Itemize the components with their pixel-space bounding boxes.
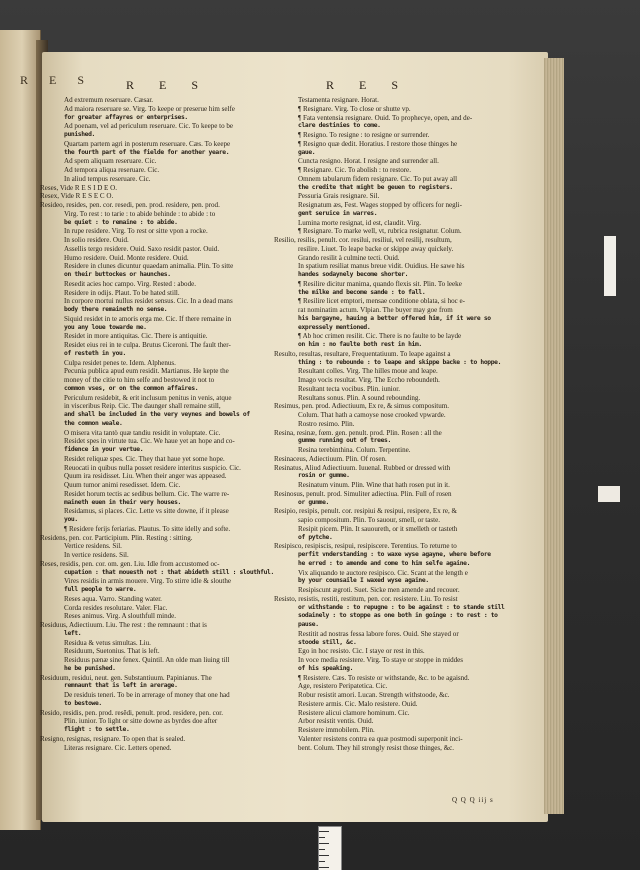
text-line: he erred : to amende and come to him selfe againe. (298, 559, 471, 567)
text-line: Siquid residet in te amoris erga me. Cic. If there remaine in (64, 314, 232, 323)
text-line: Resido, residis, pen. prod. resēdi, penult. prod. residere, pen. cor. (40, 708, 223, 717)
text-line: Residuus pænæ sine fenex. Quintil. An olde man liuing till (64, 656, 230, 664)
text-line: Robur resistit amori. Lucan. Strength withstoode, &c. (298, 691, 450, 699)
text-line: Resultans sonus. Plin. A sound rebounding. (298, 393, 421, 402)
text-line: the milke and become sande : to fall. (298, 288, 426, 296)
text-line: full people to warre. (64, 586, 137, 593)
text-line: to bestowe. (64, 699, 102, 707)
signature-mark: Q Q Q iij s (452, 796, 494, 804)
text-line: gumme running out of trees. (298, 437, 391, 445)
text-line: be quiet : to remaine : to abide. (64, 218, 178, 226)
text-line: Residet horum tectis ac sedibus bellum. Cic. The warre re- (64, 489, 230, 498)
text-line: punished. (64, 131, 95, 138)
text-line: the common weale. (64, 419, 123, 427)
text-line: money of the citie to him selfe and bestowed it not to (64, 376, 215, 384)
text-line: fidence in your vertue. (64, 446, 144, 453)
text-line: Residuum, Suetonius. That is left. (64, 647, 160, 656)
text-line: Arbor resistit ventis. Ouid. (298, 717, 374, 726)
text-line: Resinatus, Aliud Adiectiuum. Iuuenal. Rubbed or dressed with (274, 463, 451, 472)
text-line: In solio residere. Ouid. (64, 236, 129, 244)
text-line: of resteth in you. (64, 349, 126, 357)
text-line: or gumme. (298, 498, 329, 506)
right-text-column (274, 96, 544, 752)
text-line: Vertice residens. Sil. (64, 542, 122, 551)
text-line: Omnem tabularum fidem resignare. Cic. To put away all (298, 174, 458, 183)
text-line: Reses animus. Virg. A slouthfull minde. (64, 612, 177, 621)
text-line: Resisto, resistis, restiti, restitum, pen. cor. resistere. Liu. To resist (274, 594, 458, 603)
text-line: flight : to settle. (64, 726, 130, 733)
running-head-right: R E S (326, 78, 410, 92)
text-line: you. (64, 516, 78, 523)
text-line: Resipisco, resipiscis, resipui, resipiscere. Terentius. To returne to (274, 542, 457, 551)
text-line: In spatium resiliat manus breue vidit. Ouidius. He sawe his (298, 262, 465, 271)
text-line: Virg. To rest : to tarie : to abide behinde : to abide : to (64, 209, 216, 218)
text-line: rat nominatim actum. Vlpian. The buyer may goe from (298, 306, 453, 314)
text-line: gaue. (298, 148, 316, 156)
text-line: In corpore mortui nullus residet sensus. Cic. In a dead mans (64, 297, 233, 306)
text-line: Ad poenam, vel ad periculum reseruare. Cic. To keepe to be (64, 122, 234, 131)
text-line: Ad tempora aliqua reseruare. Cic. (64, 166, 160, 174)
text-line: or withstande : to repugne : to be against : to stande still (298, 603, 505, 611)
text-line: Pecunia publica apud eum residit. Martianus. He kepte the (64, 367, 229, 376)
text-line: Pessuria Grais resignare. Sil. (298, 192, 380, 201)
left-page-edge (0, 30, 41, 830)
text-line: Plin. iunior. To light or sitte downe as byrdes doe after (64, 717, 218, 726)
left-page-running-head: R E S (20, 73, 94, 87)
text-line: Periculum residebit, & erit inclusum penitus in venis, atque (64, 393, 232, 402)
text-line: ¶ Resignare. Cic. To abolish : to restore. (298, 166, 411, 174)
text-line: Lumina morte resignat, id est, claudit. Virg. (298, 218, 422, 227)
running-head-left: R E S (126, 78, 210, 92)
text-line: Resistere armis. Cic. Malo resistere. Ouid. (298, 699, 418, 708)
text-line: De residuis teneri. To be in arrerage of money that one had (64, 691, 230, 699)
text-line: by your counsaile I waxed wyse againe. (298, 577, 429, 585)
text-line: Resigno, resignas, resignare. To open that is sealed. (40, 734, 186, 743)
text-line: Reses aqua. Varro. Standing water. (64, 594, 162, 603)
text-line: ¶ Resignare. To marke well, vt, rubrica resignatur. Colum. (298, 227, 462, 236)
text-line: Reuocati in quibus nulla posset residere interitus suspicio. Cic. (64, 463, 241, 472)
text-line: Literas resignare. Cic. Letters opened. (64, 743, 172, 752)
text-line: Quartam partem agri in posterum reseruare. Cæs. To keepe (64, 139, 231, 148)
text-line: Residuus, Adiectiuum. Liu. The rest : the remnaunt : that is (40, 621, 207, 629)
text-line: Colum. That hath a camoyse nose crooked vpwarde. (298, 411, 446, 419)
text-line: cupation : that mouesth not : that abideth still : slouthful. (64, 568, 274, 576)
text-line: Ad extremum reseruare. Cæsar. (64, 96, 154, 104)
text-line: Resina, resinæ, fœm. gen. penult. prod. Plin. Rosen : all the (274, 428, 442, 437)
text-line: Residere in odijs. Plaut. To be hated still. (64, 288, 180, 297)
text-line: expressely mentioned. (298, 323, 371, 331)
text-line: Rostro resimo. Plin. (298, 419, 355, 428)
text-line: Residet reliquæ spes. Cic. They that haue yet some hope. (64, 454, 225, 463)
text-line: pause. (298, 621, 319, 628)
text-line: and shall be included in the very veynes and bowels of (64, 411, 250, 418)
text-line: Testamenta resignare. Horat. (298, 96, 379, 104)
text-line: In voce media resistere. Virg. To staye or stoppe in middes (298, 656, 464, 664)
text-line: sapio compositum. Plin. To sauour, smell, or taste. (298, 516, 440, 524)
scale-card-small (598, 486, 620, 502)
text-line: Valenter resistens contra ea quæ postmodi superponit inci- (298, 734, 463, 743)
text-line: In rupe residere. Virg. To rest or sitte vpon a rocke. (64, 227, 208, 236)
text-line: Resistere immobilem. Plin. (298, 726, 375, 734)
text-line: Ego in hoc resisto. Cic. I staye or rest in this. (298, 647, 425, 656)
text-line: Residere in clunes dicuntur quaedam animalia. Plin. To sitte (64, 262, 234, 271)
page-fore-edge (544, 58, 564, 814)
text-line: Resipio, resipis, penult. cor. resipiui & resipui, resipere, Ex re, & (274, 507, 457, 516)
text-line: Resideo, resides, pen. cor. resedi, pen. prod. residere, pen. prod. (40, 201, 220, 209)
text-line: Resimus, pen. prod. Adiectiuum, Ex re, & simus compositum. (274, 402, 449, 411)
text-line: for greater affayres or enterprises. (64, 113, 188, 121)
text-line: Ad spem aliquam reseruare. Cic. (64, 157, 157, 166)
left-text-column (40, 96, 286, 752)
text-line: Cuncta resigno. Horat. I resigne and surrender all. (298, 157, 439, 166)
text-line: bent. Colum. They hil strongly resist those thinges, &c. (298, 743, 455, 752)
text-line: Imago vocis resultat. Virg. The Eccho reboundeth. (298, 376, 440, 384)
text-line: in visceribus Reip. Cic. The daunger shall remaine still, (64, 402, 221, 411)
text-line: the fourth part of the fielde for another yeare. (64, 148, 230, 156)
text-line: his bargayne, hauing a better offered him, if it were so (298, 314, 491, 322)
text-line: left. (64, 629, 82, 637)
text-line: the credite that might be geuen to registers. (298, 183, 453, 191)
text-line: Reses, Vide R E S I D E O. (40, 183, 117, 192)
text-line: rosin or gumme. (298, 472, 350, 480)
text-line: Corda resides resolutare. Valer. Flac. (64, 603, 168, 612)
text-line: Resulto, resultas, resultare, Frequentatiuum. To leape against a (274, 349, 451, 358)
text-line: Reses, residis, pen. cor. om. gen. Liu. Idle from accustomed oc- (40, 559, 220, 568)
text-line: Resipit picem. Plin. It sauoureth, or it smelleth or tasteth (298, 524, 458, 533)
text-line: ¶ Resignare. Virg. To close or shutte vp. (298, 104, 411, 113)
text-line: on him : no faulte both rest in him. (298, 341, 422, 348)
text-line: Ad maiora reseruare se. Virg. To keepe or preserue him selfe (64, 104, 235, 113)
text-line: Resignatum æs, Fest. Wages stopped by officers for negli- (298, 201, 462, 209)
text-line: Quum ira residisset. Liu. When their anger was appeased. (64, 472, 227, 481)
text-line: thing : to rebounde : to leape and skippe backe : to hoppe. (298, 358, 502, 366)
text-line: Resipiscunt ægroti. Suet. Sicke men amende and recouer. (298, 586, 460, 594)
text-line: ¶ Resistere. Cæs. To resiste or withstande, &c. to be agaisnd. (298, 673, 470, 682)
text-line: he be punished. (64, 664, 116, 672)
text-line: Grando resilit à culmine tecti. Ouid. (298, 253, 400, 262)
text-line: In vertice residens. Sil. (64, 551, 129, 559)
text-line: In aliud tempus reseruare. Cic. (64, 174, 151, 183)
text-line: Resinosus, penult. prod. Simuliter adiectiua. Plin. Full of rosen (274, 489, 452, 498)
text-line: Restitit ad nostras fessa labore fores. Ouid. She stayed or (298, 629, 459, 638)
text-line: handes sodaynely become shorter. (298, 271, 409, 278)
text-line: ¶ Fata ventensia resignare. Ouid. To prophecye, open, and de- (298, 113, 473, 122)
text-line: ¶ Resilire licet emptori, mensae conditione oblata, si hoc e- (298, 297, 465, 306)
text-line: Vires residis in armis mouere. Virg. To stirre idle & slouthe (64, 577, 231, 586)
text-line: Age, resistero Peripatetica. Cic. (298, 682, 388, 691)
text-line: ¶ Resigno quæ dedit. Horatius. I restore those thinges he (298, 139, 458, 148)
text-line: Culpa residet penes te. Idem. Alphenus. (64, 358, 176, 367)
text-line: maineth euen in their very houses. (64, 498, 181, 506)
text-line: ¶ Ab hoc crimen resilit. Cic. There is no faulte to be layde (298, 332, 462, 341)
text-line: Resinatum vinum. Plin. Wine that hath rosen put in it. (298, 481, 450, 489)
text-line: clare destinies to come. (298, 122, 381, 130)
text-line: Resultant colles. Virg. The hilles moue and leape. (298, 367, 438, 376)
text-line: of pytche. (298, 533, 333, 541)
text-line: Residuum, residui, neut. gen. Substantiuum. Papinianus. The (40, 673, 212, 682)
text-line: Resedit acies hoc campo. Virg. Rested : abode. (64, 279, 196, 288)
text-line: Assellis tergo residere. Ouid. Saxo residit pastor. Ouid. (64, 244, 220, 253)
text-line: body there remaineth no sense. (64, 306, 168, 313)
text-line: stoode still, &c. (298, 638, 357, 646)
text-line: ¶ Residere ferijs feriarias. Plautus. To sitte idelly and softe. (64, 524, 231, 533)
text-line: of his speaking. (298, 664, 354, 672)
text-line: on their buttockes or haunches. (64, 271, 171, 278)
text-line: Residet eius rei in te culpa. Brutus Ciceroni. The fault ther- (64, 341, 231, 349)
text-line: gent seruice in warres. (298, 209, 378, 217)
text-line: common vses, or on the common affaires. (64, 384, 199, 392)
text-line: ¶ Resilire dicitur manima, quando flexis sit. Plin. To leeke (298, 279, 462, 288)
text-line: Quum tumor animi resedisset. Idem. Cic. (64, 481, 181, 489)
text-line: Residet spes in virtute tua. Cic. We haue yet an hope and co- (64, 437, 235, 446)
text-line: resilire. Liuet. To leape backe or skippe away quickely. (298, 244, 454, 253)
text-line: remnaunt that is left in arerage. (64, 682, 178, 690)
text-line: you any loue towarde me. (64, 323, 147, 331)
text-line: Resinaceus, Adiectiuum. Plin. Of rosen. (274, 454, 387, 463)
text-line: Residamus, si places. Cic. Lette vs sitte downe, if it please (64, 507, 229, 516)
text-line: Resultant tecta vocibus. Plin. iunior. (298, 384, 400, 393)
text-line: Resina terebinthina. Colum. Terpentine. (298, 446, 411, 454)
text-line: Resex, Vide R E S E C O. (40, 192, 114, 201)
text-line: Resilio, resilis, penult. cor. resilui, resiliui, vel resilij, resultum, (274, 236, 452, 244)
text-line: sodainely : to stoppe as one both in goinge : to rest : to (298, 612, 498, 620)
text-line: ¶ Resigno. To resigne : to resigne or surrender. (298, 131, 430, 139)
text-line: perfit vnderstanding : to waxe wyse agayne, where before (298, 551, 491, 558)
text-line: Residens, pen. cor. Participium. Plin. Resting : sitting. (40, 533, 193, 542)
text-line: Humo residere. Ouid. Monte residere. Ouid. (64, 253, 189, 262)
scale-ruler (318, 826, 342, 870)
text-line: O misera vita tantò quæ tandiu residit in voluptate. Cic. (64, 428, 221, 437)
text-line: Vix aliquando te auctore resipisco. Cic. Scant at the length e (298, 568, 468, 577)
scale-card (604, 236, 616, 296)
text-line: Resistere alicui clamore hominum. Cic. (298, 708, 410, 717)
text-line: Residua & vetus simultas. Liu. (64, 638, 151, 647)
text-line: Residet in more antiquitas. Cic. There is antiquitie. (64, 332, 208, 341)
